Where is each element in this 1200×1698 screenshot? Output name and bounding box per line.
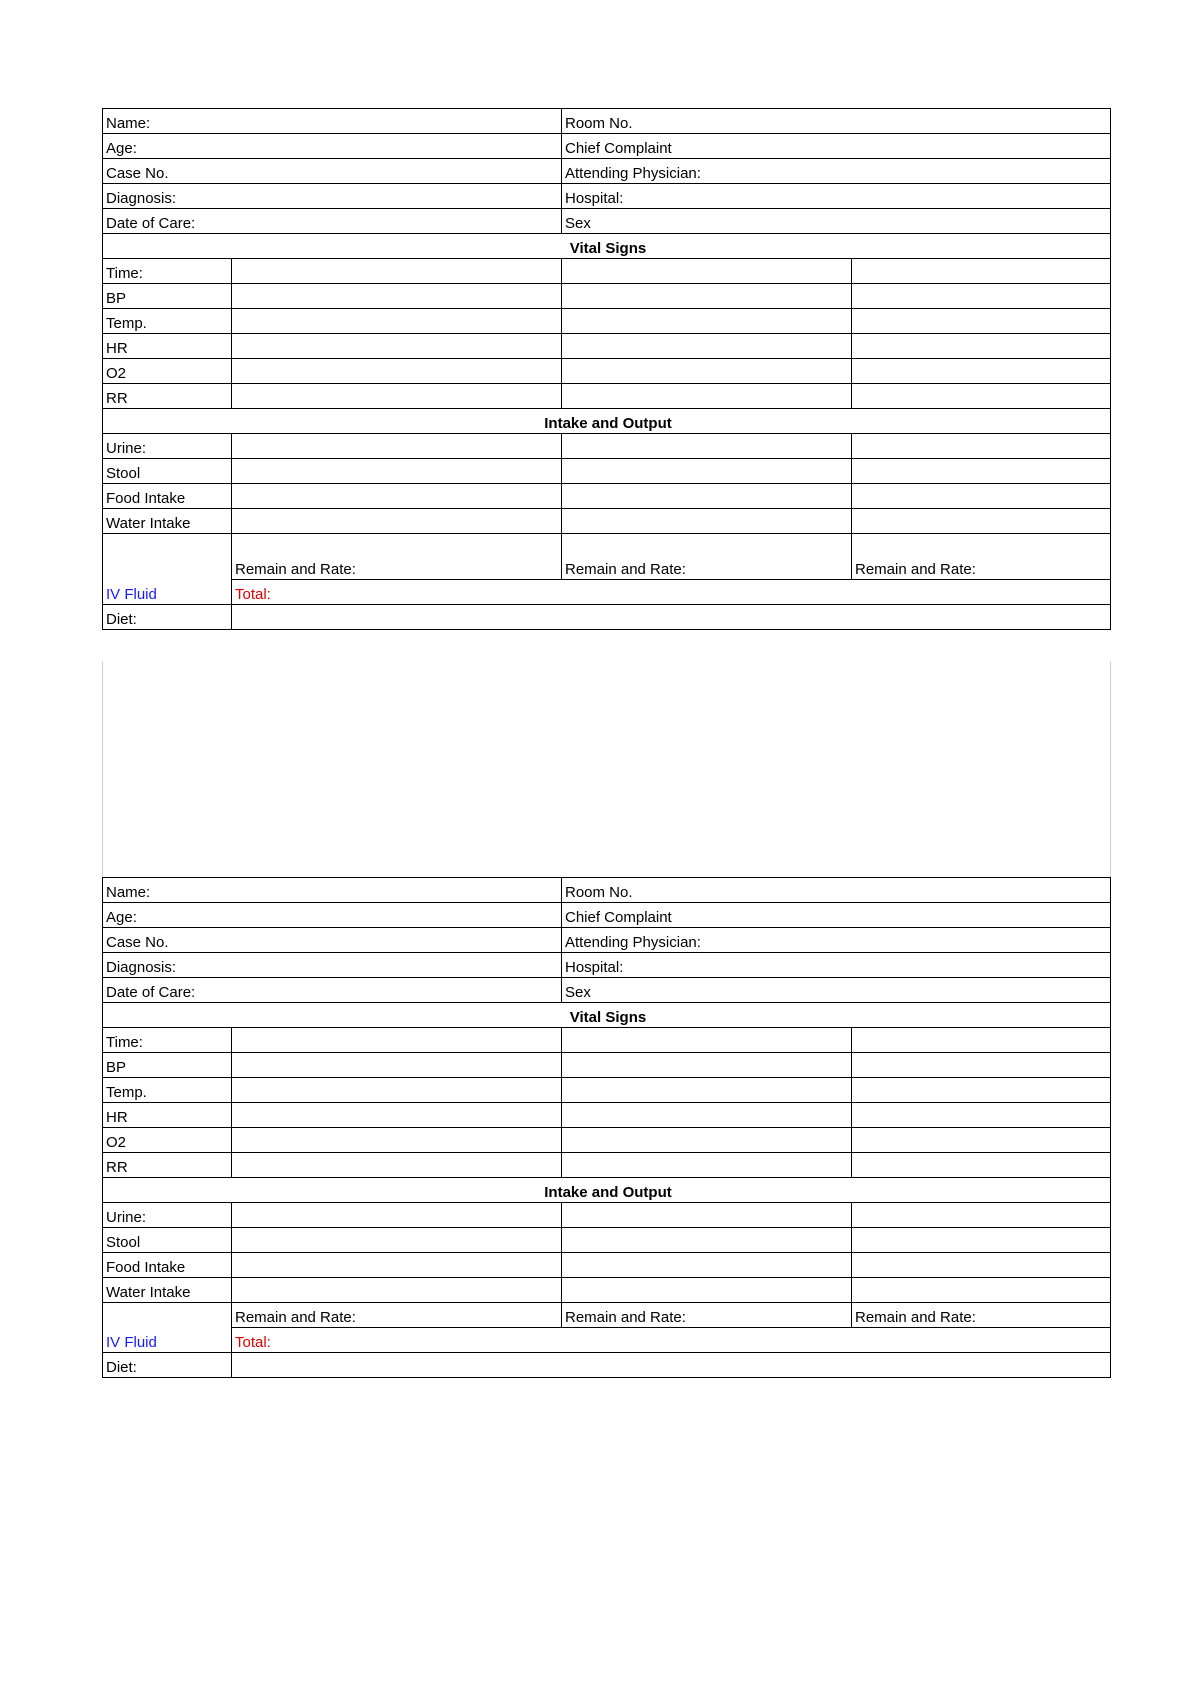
entry-cell[interactable]: [562, 1028, 852, 1053]
iv-remain-rate-field[interactable]: Remain and Rate:: [232, 534, 562, 580]
row-label: Food Intake: [103, 1253, 232, 1278]
entry-cell[interactable]: [852, 1028, 1111, 1053]
entry-cell[interactable]: [562, 434, 852, 459]
entry-cell[interactable]: [232, 1103, 562, 1128]
vitals-row-rr: [103, 1153, 1111, 1178]
intake-output-heading: Intake and Output: [103, 1178, 1111, 1203]
iv-total-field[interactable]: Total:: [232, 580, 1111, 605]
row-label: Stool: [103, 1228, 232, 1253]
io-row-water-intake: [103, 509, 1111, 534]
entry-cell[interactable]: [852, 1253, 1111, 1278]
entry-cell[interactable]: [852, 384, 1111, 409]
entry-cell[interactable]: [232, 1053, 562, 1078]
vitals-row-hr: [103, 1103, 1111, 1128]
chief-complaint-field[interactable]: Chief Complaint: [562, 903, 1111, 928]
io-row-stool: [103, 1228, 1111, 1253]
row-label: Stool: [103, 459, 232, 484]
vitals-row-bp: [103, 284, 1111, 309]
row-label: HR: [103, 1103, 232, 1128]
patient-care-form-1: [102, 108, 1111, 630]
attending-physician-field[interactable]: Attending Physician:: [562, 928, 1111, 953]
blank-notes-area: [102, 661, 1111, 878]
date-of-care-field[interactable]: Date of Care:: [103, 209, 562, 234]
diet-field[interactable]: [232, 605, 1111, 630]
name-field[interactable]: Name:: [103, 109, 562, 134]
entry-cell[interactable]: [232, 359, 562, 384]
patient-care-form-2: [102, 877, 1111, 1378]
entry-cell[interactable]: [562, 359, 852, 384]
entry-cell[interactable]: [852, 434, 1111, 459]
iv-remain-rate-field[interactable]: Remain and Rate:: [562, 1303, 852, 1328]
row-label: HR: [103, 334, 232, 359]
entry-cell[interactable]: [232, 434, 562, 459]
entry-cell[interactable]: [562, 1128, 852, 1153]
entry-cell[interactable]: [562, 509, 852, 534]
vitals-row-time: [103, 259, 1111, 284]
entry-cell[interactable]: [562, 1053, 852, 1078]
row-label: Time:: [103, 259, 232, 284]
vitals-row-time: [103, 1028, 1111, 1053]
hospital-field[interactable]: Hospital:: [562, 953, 1111, 978]
iv-label-spacer: [103, 1303, 232, 1328]
date-of-care-field[interactable]: Date of Care:: [103, 978, 562, 1003]
io-row-urine: [103, 1203, 1111, 1228]
entry-cell[interactable]: [232, 1203, 562, 1228]
row-label: RR: [103, 1153, 232, 1178]
row-label: Temp.: [103, 1078, 232, 1103]
vitals-row-o2: [103, 359, 1111, 384]
vitals-row-temp: [103, 309, 1111, 334]
case-no-field[interactable]: Case No.: [103, 928, 562, 953]
vitals-row-hr: [103, 334, 1111, 359]
entry-cell[interactable]: [232, 1028, 562, 1053]
vitals-row-rr: [103, 384, 1111, 409]
row-label: Water Intake: [103, 1278, 232, 1303]
row-label: Food Intake: [103, 484, 232, 509]
entry-cell[interactable]: [562, 1278, 852, 1303]
entry-cell[interactable]: [852, 1053, 1111, 1078]
row-label: O2: [103, 359, 232, 384]
row-label: Time:: [103, 1028, 232, 1053]
entry-cell[interactable]: [232, 334, 562, 359]
entry-cell[interactable]: [232, 509, 562, 534]
entry-cell[interactable]: [562, 484, 852, 509]
entry-cell[interactable]: [852, 459, 1111, 484]
entry-cell[interactable]: [232, 384, 562, 409]
io-row-water-intake: [103, 1278, 1111, 1303]
entry-cell[interactable]: [232, 1128, 562, 1153]
entry-cell[interactable]: [562, 259, 852, 284]
row-label: RR: [103, 384, 232, 409]
entry-cell[interactable]: [562, 1203, 852, 1228]
entry-cell[interactable]: [232, 1253, 562, 1278]
entry-cell[interactable]: [852, 1078, 1111, 1103]
entry-cell[interactable]: [852, 1278, 1111, 1303]
entry-cell[interactable]: [562, 459, 852, 484]
entry-cell[interactable]: [232, 309, 562, 334]
entry-cell[interactable]: [562, 1153, 852, 1178]
entry-cell[interactable]: [852, 309, 1111, 334]
sex-field[interactable]: Sex: [562, 209, 1111, 234]
room-no-field[interactable]: Room No.: [562, 109, 1111, 134]
hospital-field[interactable]: Hospital:: [562, 184, 1111, 209]
iv-remain-rate-field[interactable]: Remain and Rate:: [852, 534, 1111, 580]
row-label: Urine:: [103, 434, 232, 459]
iv-total-field[interactable]: Total:: [232, 1328, 1111, 1353]
vital-signs-heading: Vital Signs: [103, 234, 1111, 259]
attending-physician-field[interactable]: Attending Physician:: [562, 159, 1111, 184]
case-no-field[interactable]: Case No.: [103, 159, 562, 184]
entry-cell[interactable]: [852, 1153, 1111, 1178]
chief-complaint-field[interactable]: Chief Complaint: [562, 134, 1111, 159]
entry-cell[interactable]: [852, 1103, 1111, 1128]
entry-cell[interactable]: [232, 1278, 562, 1303]
diagnosis-field[interactable]: Diagnosis:: [103, 184, 562, 209]
sex-field[interactable]: Sex: [562, 978, 1111, 1003]
entry-cell[interactable]: [562, 1078, 852, 1103]
entry-cell[interactable]: [852, 284, 1111, 309]
iv-fluid-label: IV Fluid: [103, 580, 232, 605]
diet-field[interactable]: [232, 1353, 1111, 1378]
row-label: Urine:: [103, 1203, 232, 1228]
entry-cell[interactable]: [232, 1228, 562, 1253]
iv-remain-rate-field[interactable]: Remain and Rate:: [562, 534, 852, 580]
row-label: O2: [103, 1128, 232, 1153]
iv-label-spacer: [103, 534, 232, 580]
entry-cell[interactable]: [562, 284, 852, 309]
entry-cell[interactable]: [232, 284, 562, 309]
intake-output-heading: Intake and Output: [103, 409, 1111, 434]
iv-fluid-label: IV Fluid: [103, 1328, 232, 1353]
entry-cell[interactable]: [852, 1228, 1111, 1253]
entry-cell[interactable]: [852, 484, 1111, 509]
iv-remain-rate-field[interactable]: Remain and Rate:: [232, 1303, 562, 1328]
row-label: Water Intake: [103, 509, 232, 534]
diagnosis-field[interactable]: Diagnosis:: [103, 953, 562, 978]
entry-cell[interactable]: [852, 259, 1111, 284]
entry-cell[interactable]: [562, 384, 852, 409]
vitals-row-temp: [103, 1078, 1111, 1103]
entry-cell[interactable]: [852, 334, 1111, 359]
diet-label: Diet:: [103, 605, 232, 630]
entry-cell[interactable]: [852, 509, 1111, 534]
entry-cell[interactable]: [562, 309, 852, 334]
entry-cell[interactable]: [852, 1128, 1111, 1153]
io-row-stool: [103, 459, 1111, 484]
entry-cell[interactable]: [232, 1078, 562, 1103]
entry-cell[interactable]: [232, 1153, 562, 1178]
iv-remain-rate-field[interactable]: Remain and Rate:: [852, 1303, 1111, 1328]
io-row-food-intake: [103, 1253, 1111, 1278]
entry-cell[interactable]: [232, 259, 562, 284]
entry-cell[interactable]: [852, 1203, 1111, 1228]
vital-signs-heading: Vital Signs: [103, 1003, 1111, 1028]
row-label: BP: [103, 1053, 232, 1078]
row-label: BP: [103, 284, 232, 309]
room-no-field[interactable]: Room No.: [562, 878, 1111, 903]
entry-cell[interactable]: [852, 359, 1111, 384]
vitals-row-o2: [103, 1128, 1111, 1153]
age-field[interactable]: Age:: [103, 903, 562, 928]
io-row-urine: [103, 434, 1111, 459]
entry-cell[interactable]: [562, 1228, 852, 1253]
entry-cell[interactable]: [232, 459, 562, 484]
age-field[interactable]: Age:: [103, 134, 562, 159]
entry-cell[interactable]: [232, 484, 562, 509]
name-field[interactable]: Name:: [103, 878, 562, 903]
row-label: Temp.: [103, 309, 232, 334]
vitals-row-bp: [103, 1053, 1111, 1078]
entry-cell[interactable]: [562, 334, 852, 359]
io-row-food-intake: [103, 484, 1111, 509]
entry-cell[interactable]: [562, 1103, 852, 1128]
diet-label: Diet:: [103, 1353, 232, 1378]
entry-cell[interactable]: [562, 1253, 852, 1278]
